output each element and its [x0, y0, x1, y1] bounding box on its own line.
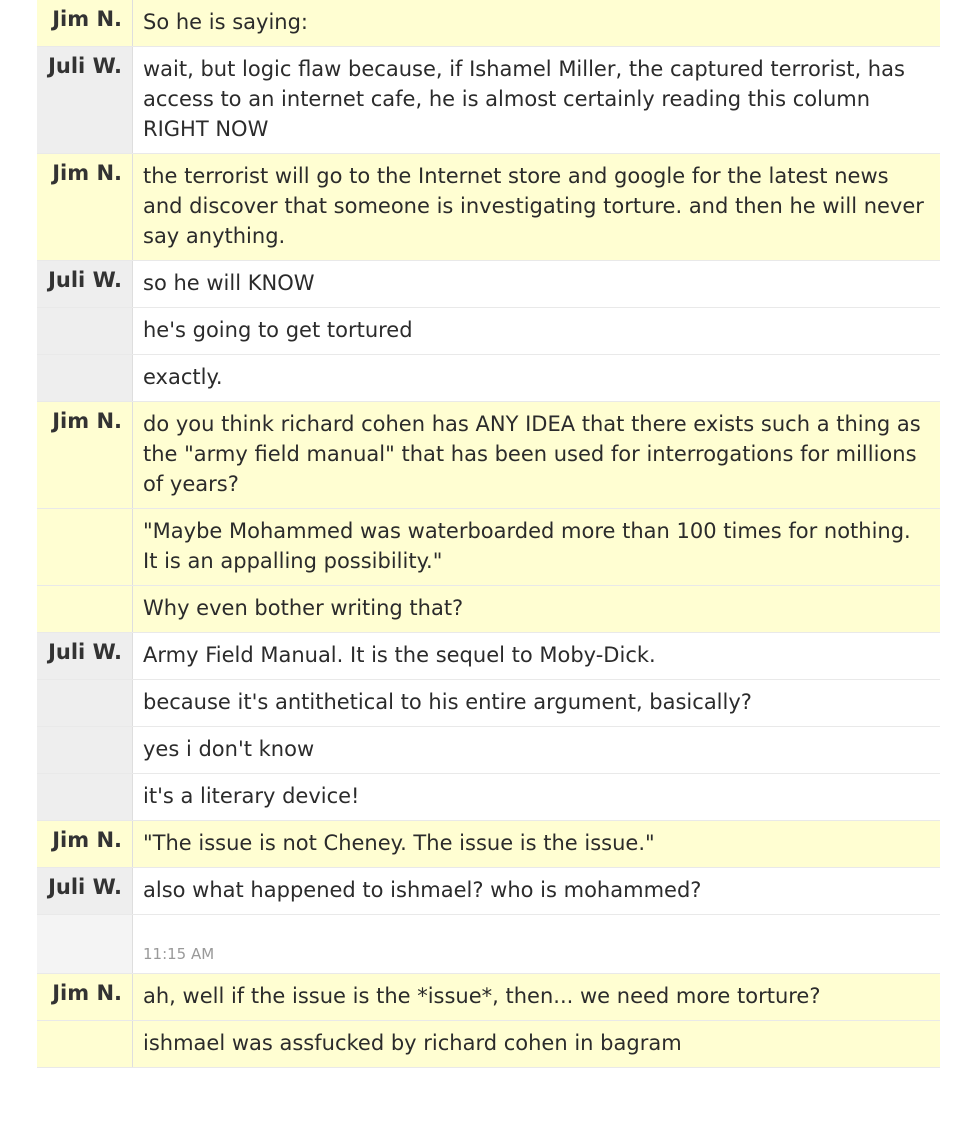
sender-name: Juli W. [37, 47, 133, 153]
chat-row [37, 680, 940, 727]
sender-name: Jim N. [37, 0, 133, 46]
sender-name [37, 727, 133, 773]
sender-name [37, 586, 133, 632]
message-text: the terrorist will go to the Internet store and google for the latest news and discover that someone is investigating torture. and then he will never say anything. [133, 154, 940, 260]
message-text: he's going to get tortured [133, 308, 940, 354]
message-text: Army Field Manual. It is the sequel to Moby-Dick. [133, 633, 940, 679]
sender-name [37, 774, 133, 820]
chat-transcript [37, 0, 940, 1068]
chat-row [37, 355, 940, 402]
chat-row [37, 509, 940, 586]
message-text: exactly. [133, 355, 940, 401]
sender-name: Jim N. [37, 821, 133, 867]
sender-name: Juli W. [37, 261, 133, 307]
message-text: wait, but logic flaw because, if Ishamel Miller, the captured terrorist, has access to an internet cafe, he is almost certainly reading this column RIGHT NOW [133, 47, 940, 153]
chat-row [37, 47, 940, 154]
chat-row [37, 154, 940, 261]
chat-row [37, 402, 940, 509]
sender-name [37, 355, 133, 401]
message-text: do you think richard cohen has ANY IDEA that there exists such a thing as the "army field manual" that has been used for interrogations for millions of years? [133, 402, 940, 508]
sender-name: Jim N. [37, 154, 133, 260]
chat-row [37, 0, 940, 47]
chat-row [37, 261, 940, 308]
message-text: ah, well if the issue is the *issue*, then... we need more torture? [133, 974, 940, 1020]
message-text: "Maybe Mohammed was waterboarded more than 100 times for nothing. It is an appalling possibility." [133, 509, 940, 585]
chat-row [37, 1021, 940, 1068]
chat-row [37, 633, 940, 680]
timestamp: 11:15 AM [133, 915, 940, 973]
chat-row [37, 727, 940, 774]
message-text: yes i don't know [133, 727, 940, 773]
chat-row [37, 974, 940, 1021]
chat-row [37, 308, 940, 355]
sender-name: Jim N. [37, 402, 133, 508]
sender-name: Juli W. [37, 868, 133, 914]
chat-row [37, 868, 940, 915]
message-text: so he will KNOW [133, 261, 940, 307]
message-text: Why even bother writing that? [133, 586, 940, 632]
message-text: it's a literary device! [133, 774, 940, 820]
sender-name: Jim N. [37, 974, 133, 1020]
message-text: because it's antithetical to his entire argument, basically? [133, 680, 940, 726]
sender-gutter [37, 915, 133, 973]
sender-name [37, 509, 133, 585]
sender-name [37, 1021, 133, 1067]
chat-row [37, 586, 940, 633]
message-text: So he is saying: [133, 0, 940, 46]
sender-name: Juli W. [37, 633, 133, 679]
sender-name [37, 308, 133, 354]
chat-row [37, 774, 940, 821]
message-text: ishmael was assfucked by richard cohen in bagram [133, 1021, 940, 1067]
chat-row [37, 821, 940, 868]
message-text: "The issue is not Cheney. The issue is the issue." [133, 821, 940, 867]
sender-name [37, 680, 133, 726]
timestamp-row [37, 915, 940, 974]
message-text: also what happened to ishmael? who is mohammed? [133, 868, 940, 914]
